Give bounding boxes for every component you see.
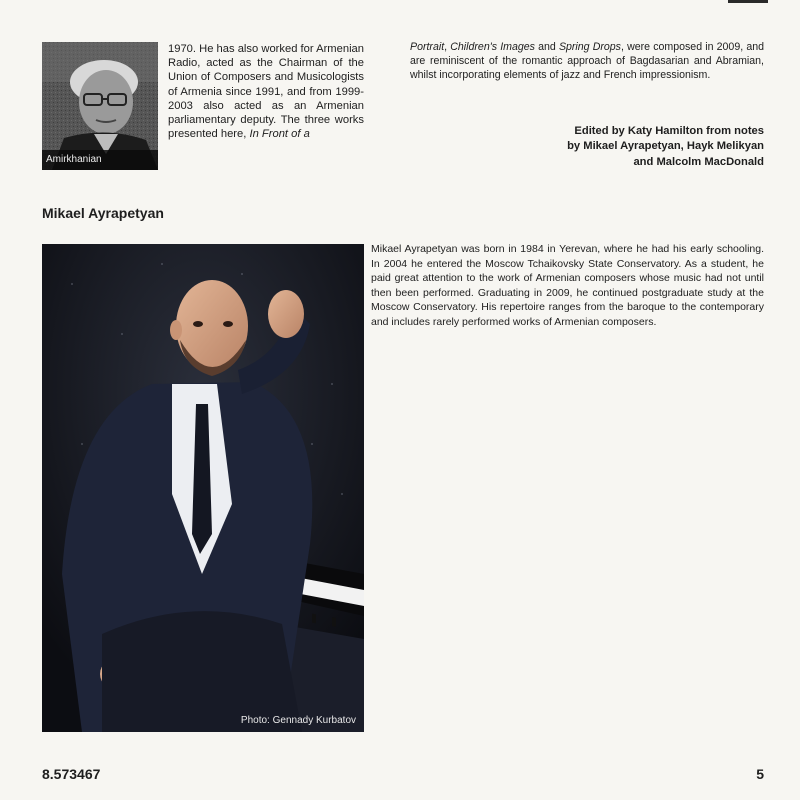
work-title-spring-drops: Spring Drops [558, 41, 621, 53]
ayrapetyan-portrait-image [42, 244, 364, 732]
left-text-italic-title: In Front of a [249, 128, 310, 141]
left-column-text [168, 42, 364, 141]
section-title: Mikael Ayrapetyan [42, 205, 164, 221]
amirkhanian-thumbnail [42, 42, 158, 170]
credits-line-3: and Malcolm MacDonald [633, 155, 764, 168]
work-title-childrens-images: Children's Images [450, 41, 535, 53]
credits-line-1: Edited by Katy Hamilton from notes [574, 125, 764, 137]
ayrapetyan-biography: Mikael Ayrapetyan was born in 1984 in Yerevan, where he had his early schooling. In 2004 he entered the Moscow Tchaikovsky State Conservatory. As a student, he paid great attention to the work of Armenian composers whose music had not until then been performed. Graduating in 2009, he continued postgraduate study at the Moscow Conservatory. His repertoire ranges from the baroque to the contemporary and includes rarely performed works of Armenian composers. [371, 243, 764, 328]
right-column-text [410, 40, 764, 83]
photo-credit: Photo: Gennady Kurbatov [240, 715, 356, 726]
ayrapetyan-photo [42, 244, 364, 732]
editor-credits [470, 124, 764, 170]
right-text-sep-1: , [444, 41, 451, 53]
right-text-rest: , were composed in 2009, and are reminiscent of the romantic approach of Bagdasarian and Abramian, whilst incorporating elements of jazz and French impressionism. [410, 41, 764, 82]
thumbnail-caption: Amirkhanian [42, 150, 158, 170]
credits-line-2: by Mikael Ayrapetyan, Hayk Melikyan [567, 140, 764, 153]
work-title-portrait: Portrait [410, 41, 445, 53]
right-text-sep-2: and [534, 41, 559, 53]
page-number: 5 [756, 766, 764, 782]
left-text-plain: 1970. He has also worked for Armenian Radio, acted as the Chairman of the Union of Composers and Musicologists of Armenia since 1991, and from 1999-2003 also acted as an Armenian parliamentary deputy. The three works presented here, [168, 43, 364, 141]
top-edge-rule [728, 0, 768, 3]
catalogue-number: 8.573467 [42, 766, 101, 782]
